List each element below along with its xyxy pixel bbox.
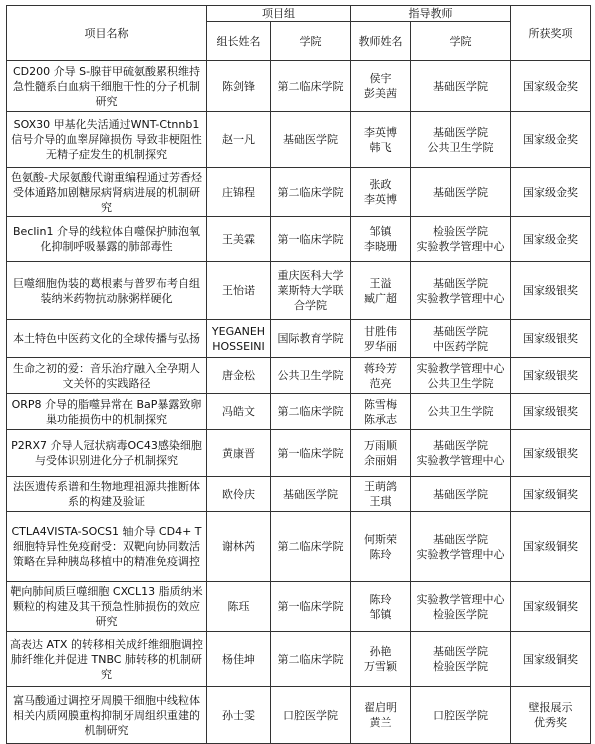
- header-award: 所获奖项: [511, 6, 591, 61]
- table-row: [7, 217, 591, 262]
- award-cell: 壁报展示 优秀奖: [511, 687, 591, 744]
- table-body: [7, 61, 591, 744]
- leader-name-cell: YEGANEH HOSSEINI: [207, 320, 271, 358]
- teacher-name-cell: 陈玲 邹镇: [351, 582, 411, 632]
- group-school-cell: 第一临床学院: [271, 430, 351, 477]
- award-cell: 国家级银奖: [511, 358, 591, 394]
- teacher-school-cell: 基础医学院 实验教学管理中心: [411, 262, 511, 320]
- teacher-name-cell: 甘胜伟 罗华丽: [351, 320, 411, 358]
- teacher-school-cell: 基础医学院: [411, 477, 511, 512]
- group-school-cell: 口腔医学院: [271, 687, 351, 744]
- teacher-name-cell: 翟启明 黄兰: [351, 687, 411, 744]
- teacher-name-cell: 万雨顺 余丽娟: [351, 430, 411, 477]
- project-name-cell: 法医遗传系谱和生物地理祖源共推断体系的构建及验证: [7, 477, 207, 512]
- project-name-cell: ORP8 介导的脂噬异常在 BaP暴露致卵巢功能损伤中的机制探究: [7, 394, 207, 430]
- teacher-name-cell: 邹镇 李晓珊: [351, 217, 411, 262]
- leader-name-cell: 孙士雯: [207, 687, 271, 744]
- table-row: [7, 112, 591, 168]
- teacher-school-cell: 基础医学院 检验医学院: [411, 632, 511, 687]
- group-school-cell: 基础医学院: [271, 112, 351, 168]
- award-cell: 国家级银奖: [511, 394, 591, 430]
- project-name-cell: 生命之初的爱：音乐治疗融入全孕期人文关怀的实践路径: [7, 358, 207, 394]
- award-cell: 国家级铜奖: [511, 477, 591, 512]
- group-school-cell: 基础医学院: [271, 477, 351, 512]
- project-name-cell: Beclin1 介导的线粒体自噬保护肺泡氧化抑制呼吸暴露的肺部毒性: [7, 217, 207, 262]
- award-cell: 国家级银奖: [511, 262, 591, 320]
- project-name-cell: 高表达 ATX 的转移相关成纤维细胞调控肺纤维化并促进 TNBC 肺转移的机制研究: [7, 632, 207, 687]
- leader-name-cell: 陈珏: [207, 582, 271, 632]
- awards-table: [6, 5, 591, 744]
- award-cell: 国家级金奖: [511, 112, 591, 168]
- project-name-cell: 本土特色中医药文化的全球传播与弘扬: [7, 320, 207, 358]
- teacher-school-cell: 基础医学院 实验教学管理中心: [411, 430, 511, 477]
- group-school-cell: 国际教育学院: [271, 320, 351, 358]
- teacher-name-cell: 张政 李英博: [351, 168, 411, 217]
- table-row: [7, 512, 591, 582]
- table-row: [7, 320, 591, 358]
- group-school-cell: 公共卫生学院: [271, 358, 351, 394]
- project-name-cell: P2RX7 介导人冠状病毒OC43感染细胞与受体识别进化分子机制探究: [7, 430, 207, 477]
- teacher-school-cell: 基础医学院: [411, 61, 511, 112]
- teacher-school-cell: 基础医学院 公共卫生学院: [411, 112, 511, 168]
- table-row: [7, 687, 591, 744]
- leader-name-cell: 王怡诺: [207, 262, 271, 320]
- project-name-cell: CTLA4VISTA-SOCS1 轴介导 CD4+ T细胞特异性免疫耐受：双靶向协同数活策略在异种胰岛移植中的精准免疫调控: [7, 512, 207, 582]
- table-row: [7, 394, 591, 430]
- table-row: [7, 632, 591, 687]
- leader-name-cell: 欧伶庆: [207, 477, 271, 512]
- leader-name-cell: 唐金松: [207, 358, 271, 394]
- teacher-school-cell: 基础医学院 实验教学管理中心: [411, 512, 511, 582]
- leader-name-cell: 陈剑锋: [207, 61, 271, 112]
- project-name-cell: 色氨酸-犬尿氨酸代谢重编程通过芳香烃受体通路加剧糖尿病肾病进展的机制研究: [7, 168, 207, 217]
- group-school-cell: 第二临床学院: [271, 512, 351, 582]
- table-row: [7, 430, 591, 477]
- teacher-name-cell: 侯宇 彭美茜: [351, 61, 411, 112]
- header-advisor: 指导教师: [351, 6, 511, 22]
- award-cell: 国家级金奖: [511, 168, 591, 217]
- table-row: [7, 168, 591, 217]
- teacher-school-cell: 检验医学院 实验教学管理中心: [411, 217, 511, 262]
- leader-name-cell: 杨佳坤: [207, 632, 271, 687]
- teacher-school-cell: 基础医学院: [411, 168, 511, 217]
- leader-name-cell: 冯皓文: [207, 394, 271, 430]
- leader-name-cell: 庄锦程: [207, 168, 271, 217]
- group-school-cell: 第二临床学院: [271, 168, 351, 217]
- teacher-name-cell: 何斯荣 陈玲: [351, 512, 411, 582]
- award-cell: 国家级银奖: [511, 430, 591, 477]
- group-school-cell: 第一临床学院: [271, 582, 351, 632]
- header-group-school: 学院: [271, 22, 351, 61]
- header-teacher-school: 学院: [411, 22, 511, 61]
- group-school-cell: 第二临床学院: [271, 61, 351, 112]
- table-row: [7, 61, 591, 112]
- leader-name-cell: 黄康晋: [207, 430, 271, 477]
- teacher-school-cell: 实验教学管理中心 检验医学院: [411, 582, 511, 632]
- leader-name-cell: 谢林芮: [207, 512, 271, 582]
- award-cell: 国家级银奖: [511, 320, 591, 358]
- group-school-cell: 第二临床学院: [271, 632, 351, 687]
- teacher-school-cell: 口腔医学院: [411, 687, 511, 744]
- header-leader-name: 组长姓名: [207, 22, 271, 61]
- teacher-name-cell: 李英博 韩飞: [351, 112, 411, 168]
- teacher-name-cell: 陈雪梅 陈承志: [351, 394, 411, 430]
- table-row: [7, 477, 591, 512]
- project-name-cell: 靶向肺间质巨噬细胞 CXCL13 脂质纳米颗粒的构建及其干预急性肺损伤的效应研究: [7, 582, 207, 632]
- project-name-cell: 巨噬细胞伪装的葛根素与普罗布考自组装纳米药物抗动脉粥样硬化: [7, 262, 207, 320]
- header-teacher-name: 教师姓名: [351, 22, 411, 61]
- header-project-group: 项目组: [207, 6, 351, 22]
- teacher-school-cell: 公共卫生学院: [411, 394, 511, 430]
- leader-name-cell: 赵一凡: [207, 112, 271, 168]
- table-row: [7, 582, 591, 632]
- project-name-cell: SOX30 甲基化失活通过WNT-Ctnnb1信号介导的血睾屏障损伤 导致非梗阻性无精子症发生的机制探究: [7, 112, 207, 168]
- group-school-cell: 第二临床学院: [271, 394, 351, 430]
- project-name-cell: CD200 介导 S-腺苷甲硫氨酸累积维持急性髓系白血病干细胞干性的分子机制研究: [7, 61, 207, 112]
- table-row: [7, 358, 591, 394]
- header-project-name: 项目名称: [7, 6, 207, 61]
- award-cell: 国家级铜奖: [511, 632, 591, 687]
- leader-name-cell: 王美霖: [207, 217, 271, 262]
- award-cell: 国家级铜奖: [511, 582, 591, 632]
- group-school-cell: 第一临床学院: [271, 217, 351, 262]
- group-school-cell: 重庆医科大学莱斯特大学联合学院: [271, 262, 351, 320]
- project-name-cell: 富马酸通过调控牙周膜干细胞中线粒体相关内质网膜重构抑制牙周组织重建的机制研究: [7, 687, 207, 744]
- award-cell: 国家级铜奖: [511, 512, 591, 582]
- teacher-school-cell: 基础医学院 中医药学院: [411, 320, 511, 358]
- teacher-name-cell: 王萌鸽 王琪: [351, 477, 411, 512]
- table-row: [7, 262, 591, 320]
- teacher-name-cell: 孙艳 万雪颖: [351, 632, 411, 687]
- teacher-school-cell: 实验教学管理中心 公共卫生学院: [411, 358, 511, 394]
- award-cell: 国家级金奖: [511, 61, 591, 112]
- award-cell: 国家级金奖: [511, 217, 591, 262]
- teacher-name-cell: 王溢 臧广超: [351, 262, 411, 320]
- teacher-name-cell: 蒋玲芳 范亮: [351, 358, 411, 394]
